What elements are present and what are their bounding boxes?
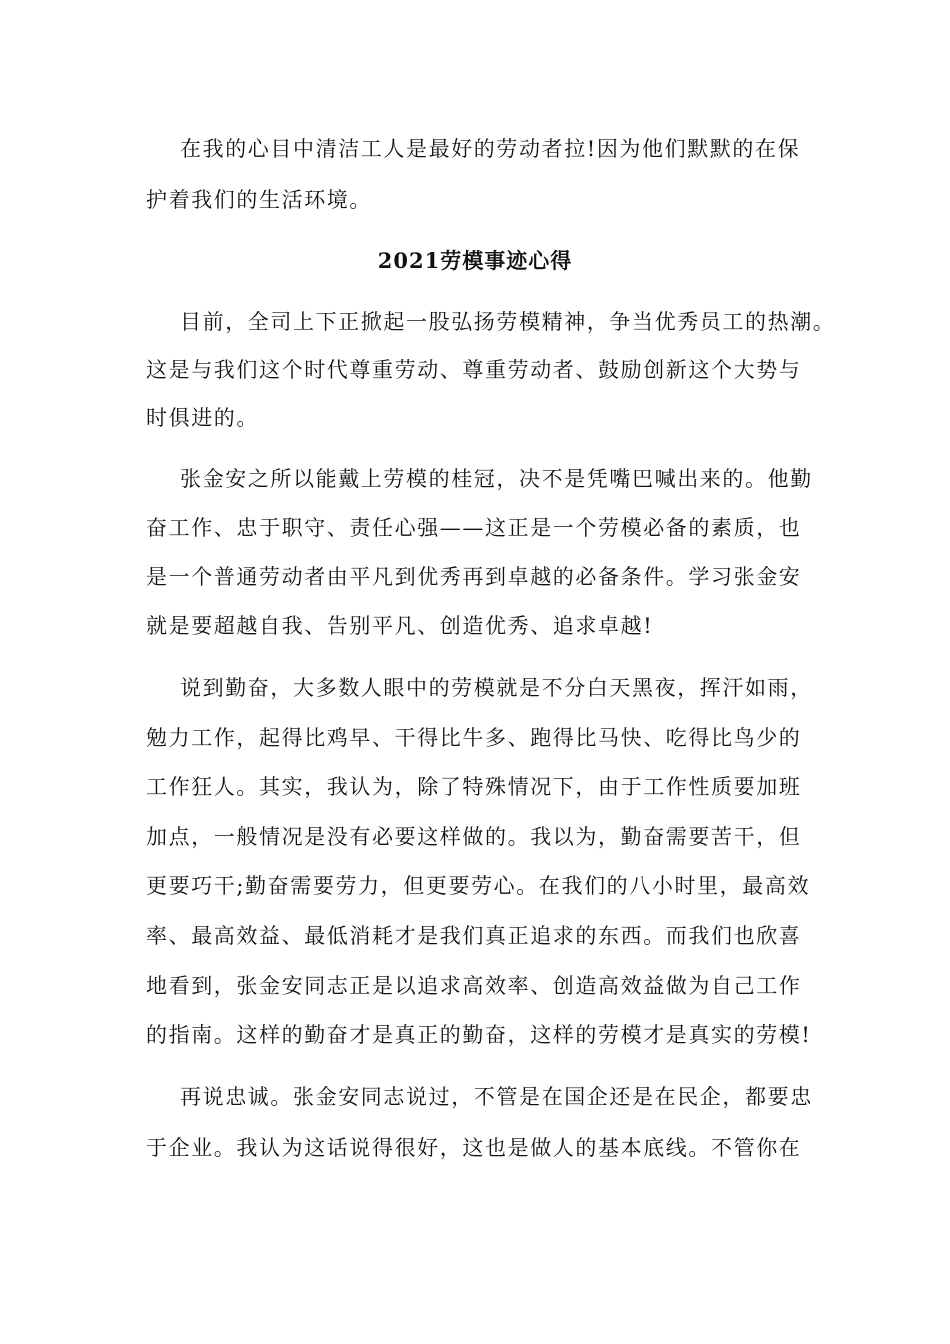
paragraph-3-line-8: 的指南。这样的勤奋才是真正的勤奋，这样的劳模才是真实的劳模!	[146, 1023, 812, 1047]
document-title: 2021劳模事迹心得	[377, 248, 573, 273]
paragraph-1-line-2: 这是与我们这个时代尊重劳动、尊重劳动者、鼓励创新这个大势与	[146, 358, 802, 382]
paragraph-4-line-2: 于企业。我认为这话说得很好，这也是做人的基本底线。不管你在	[146, 1136, 802, 1160]
paragraph-3-line-2: 勉力工作，起得比鸡早、干得比牛多、跑得比马快、吃得比鸟少的	[146, 726, 802, 750]
paragraph-2-line-4: 就是要超越自我、告别平凡、创造优秀、追求卓越!	[146, 614, 654, 638]
paragraph-2-line-3: 是一个普通劳动者由平凡到优秀再到卓越的必备条件。学习张金安	[146, 565, 802, 589]
paragraph-3-line-3: 工作狂人。其实，我认为，除了特殊情况下，由于工作性质要加班	[146, 775, 802, 799]
paragraph-3-line-4: 加点，一般情况是没有必要这样做的。我以为，勤奋需要苦干，但	[146, 825, 802, 849]
paragraph-4-line-1: 再说忠诚。张金安同志说过，不管是在国企还是在民企，都要忠	[180, 1085, 813, 1109]
paragraph-2-line-2: 奋工作、忠于职守、责任心强——这正是一个劳模必备的素质，也	[146, 516, 802, 540]
intro-line-1: 在我的心目中清洁工人是最好的劳动者拉!因为他们默默的在保	[180, 137, 801, 161]
paragraph-1-line-1: 目前，全司上下正掀起一股弘扬劳模精神，争当优秀员工的热潮。	[180, 310, 836, 334]
paragraph-1-line-3: 时俱进的。	[146, 406, 259, 430]
intro-line-2: 护着我们的生活环境。	[146, 188, 372, 212]
paragraph-3-line-5: 更要巧干;勤奋需要劳力，但更要劳心。在我们的八小时里，最高效	[146, 874, 811, 898]
paragraph-3-line-1: 说到勤奋，大多数人眼中的劳模就是不分白天黑夜，挥汗如雨，	[180, 676, 813, 700]
paragraph-2-line-1: 张金安之所以能戴上劳模的桂冠，决不是凭嘴巴喊出来的。他勤	[180, 467, 813, 491]
paragraph-3-line-7: 地看到，张金安同志正是以追求高效率、创造高效益做为自己工作	[146, 974, 802, 998]
paragraph-3-line-6: 率、最高效益、最低消耗才是我们真正追求的东西。而我们也欣喜	[146, 924, 802, 948]
